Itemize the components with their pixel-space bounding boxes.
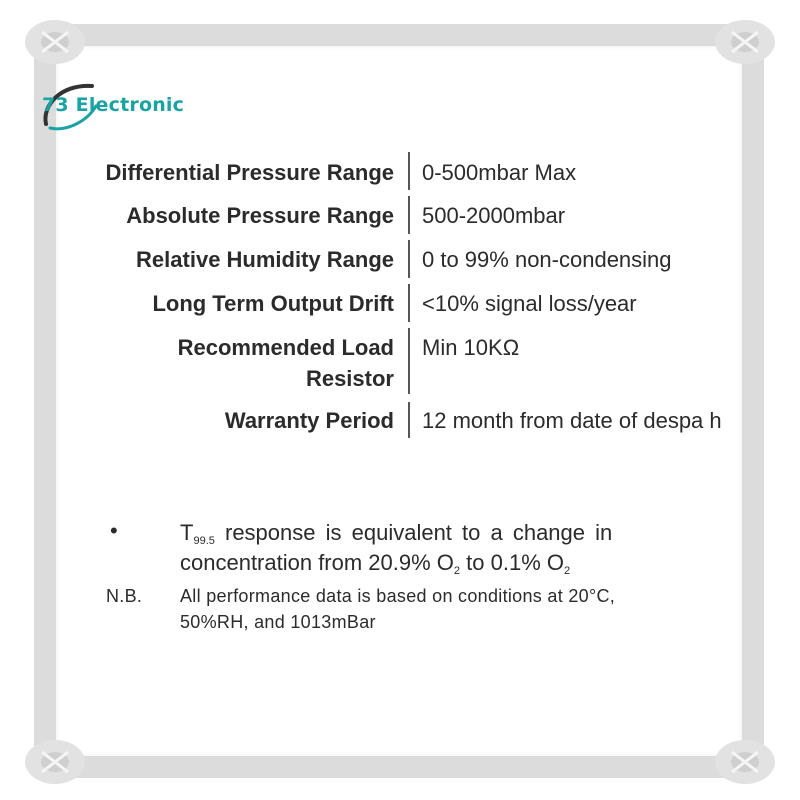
frame-right-border xyxy=(742,30,764,770)
table-divider xyxy=(408,402,410,438)
brand-name: 73 Electronic xyxy=(42,94,185,116)
bullet: • xyxy=(110,518,118,543)
spec-value: 12 month from date of despa h xyxy=(422,408,722,433)
footnote-line xyxy=(180,550,570,577)
frame-left-border xyxy=(34,30,56,770)
spec-label: Absolute Pressure Range xyxy=(126,203,394,228)
corner-ornament-icon xyxy=(20,14,90,70)
spec-label: Recommended Load xyxy=(177,335,394,360)
table-divider xyxy=(408,152,410,190)
t-symbol: T xyxy=(180,520,194,545)
footnote-text: to 0.1% O xyxy=(466,550,565,575)
table-divider xyxy=(408,284,410,322)
spec-label: Differential Pressure Range xyxy=(105,160,394,185)
document-area xyxy=(56,46,742,756)
corner-ornament-icon xyxy=(710,734,780,790)
corner-ornament-icon xyxy=(20,734,90,790)
spec-value: 500-2000mbar xyxy=(422,203,566,228)
table-divider xyxy=(408,240,410,278)
spec-label: Long Term Output Drift xyxy=(152,291,394,316)
spec-value: 0-500mbar Max xyxy=(422,160,577,185)
spec-value: <10% signal loss/year xyxy=(422,291,637,316)
nb-label: N.B. xyxy=(106,586,143,606)
t-subscript: 99.5 xyxy=(193,535,215,547)
frame-bottom-border xyxy=(40,756,760,778)
spec-value: Min 10KΩ xyxy=(422,335,520,360)
nb-text: All performance data is based on conditions at 20°C, xyxy=(180,586,616,606)
frame-top-border xyxy=(40,24,760,46)
o2-subscript: 2 xyxy=(453,565,461,577)
spec-label: Warranty Period xyxy=(224,408,394,433)
spec-label: Resistor xyxy=(305,366,394,391)
table-divider xyxy=(408,196,410,234)
table-divider xyxy=(408,328,410,394)
spec-label: Relative Humidity Range xyxy=(136,247,394,272)
nb-text: 50%RH, and 1013mBar xyxy=(180,612,376,632)
footnote-text: response is equivalent to a change in xyxy=(225,520,613,545)
o2-subscript: 2 xyxy=(564,565,571,577)
footnote-line xyxy=(180,520,612,547)
corner-ornament-icon xyxy=(710,14,780,70)
footnote-text: concentration from 20.9% O xyxy=(180,550,454,575)
spec-value: 0 to 99% non-condensing xyxy=(422,247,672,272)
